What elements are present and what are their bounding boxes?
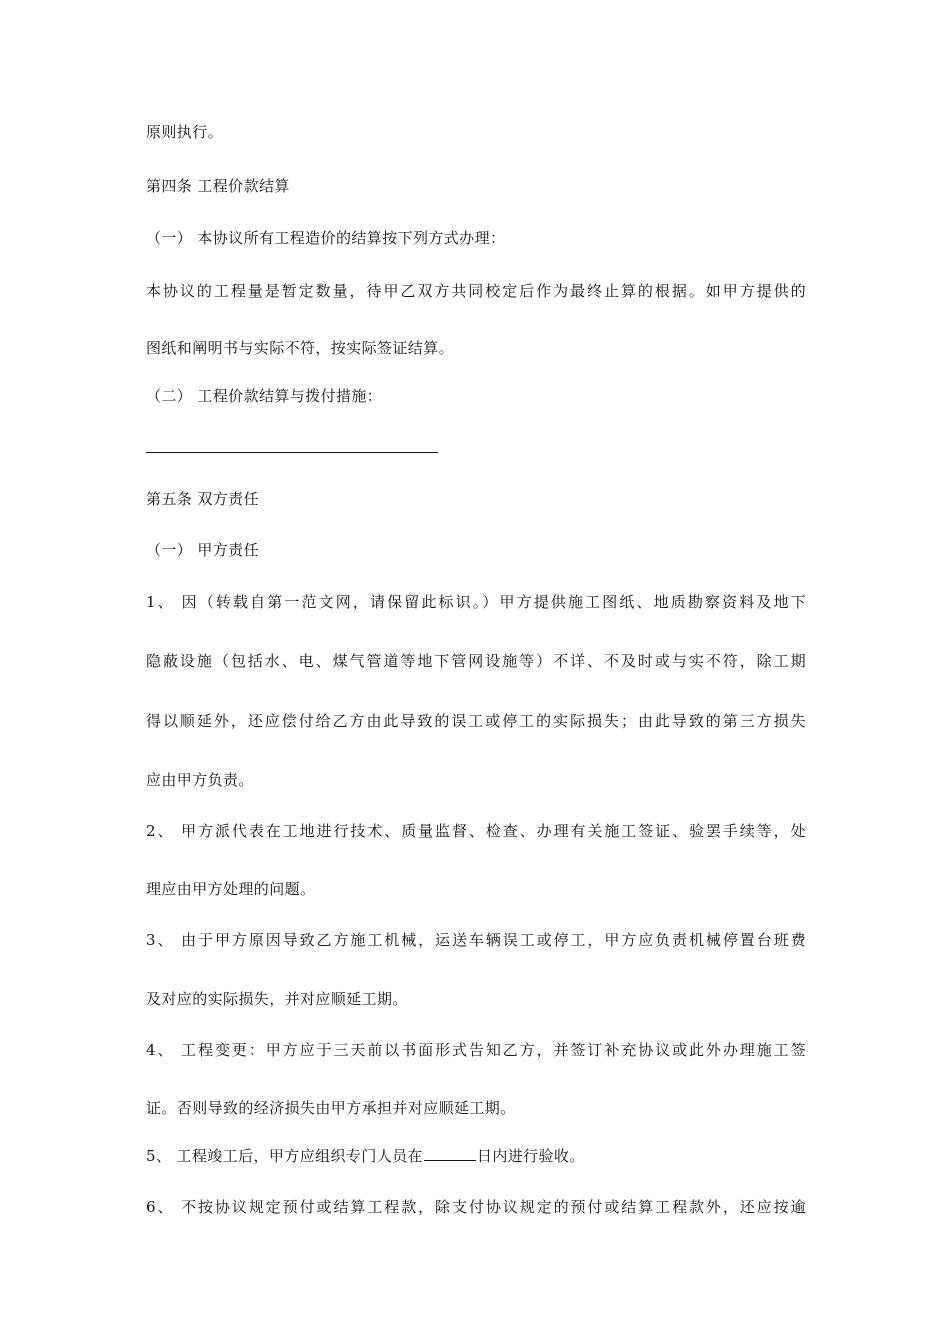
text-line: 图纸和阐明书与实际不符，按实际签证结算。 xyxy=(146,339,455,357)
section-heading: （一） 甲方责任 xyxy=(146,541,259,559)
text-line xyxy=(146,1146,585,1166)
text-line: （二） 工程价款结算与拨付措施： xyxy=(146,387,383,405)
article-heading: 第五条 双方责任 xyxy=(146,490,259,508)
text-line: 理应由甲方处理的问题。 xyxy=(146,880,316,898)
text-line: 证。否则导致的经济损失由甲方承担并对应顺延工期。 xyxy=(146,1099,516,1117)
text-line: 应由甲方负责。 xyxy=(146,771,254,789)
text-line: 3、 由于甲方原因导致乙方施工机械，运送车辆误工或停工，甲方应负责机械停置台班费 xyxy=(146,931,806,949)
text-line: 2、 甲方派代表在工地进行技术、质量监督、检查、办理有关施工签证、验罢手续等，处 xyxy=(146,822,806,840)
fill-in-blank xyxy=(424,1146,476,1161)
text-line: 4、 工程变更：甲方应于三天前以书面形式告知乙方，并签订补充协议或此外办理施工签 xyxy=(146,1041,806,1059)
text-line: 及对应的实际损失，并对应顺延工期。 xyxy=(146,990,408,1008)
text-line: 1、 因（转载自第一范文网，请保留此标识。）甲方提供施工图纸、地质勘察资料及地下 xyxy=(146,593,806,611)
fill-in-blank-line xyxy=(146,452,438,453)
article-heading: 第四条 工程价款结算 xyxy=(146,177,290,195)
text-line: 隐蔽设施（包括水、电、煤气管道等地下管网设施等）不详、不及时或与实不符，除工期 xyxy=(146,652,806,670)
text-line: 原则执行。 xyxy=(146,123,224,141)
text-line: 6、 不按协议规定预付或结算工程款，除支付协议规定的预付或结算工程款外，还应按逾 xyxy=(146,1198,806,1216)
text-line: 本协议的工程量是暂定数量，待甲乙双方共同校定后作为最终止算的根据。如甲方提供的 xyxy=(146,282,806,300)
text-line: （一） 本协议所有工程造价的结算按下列方式办理： xyxy=(146,229,506,247)
text-fragment: 5、 工程竣工后，甲方应组织专门人员在 xyxy=(146,1147,423,1165)
text-line: 得以顺延外，还应偿付给乙方由此导致的误工或停工的实际损失；由此导致的第三方损失 xyxy=(146,712,806,730)
text-fragment: 日内进行验收。 xyxy=(476,1147,585,1165)
